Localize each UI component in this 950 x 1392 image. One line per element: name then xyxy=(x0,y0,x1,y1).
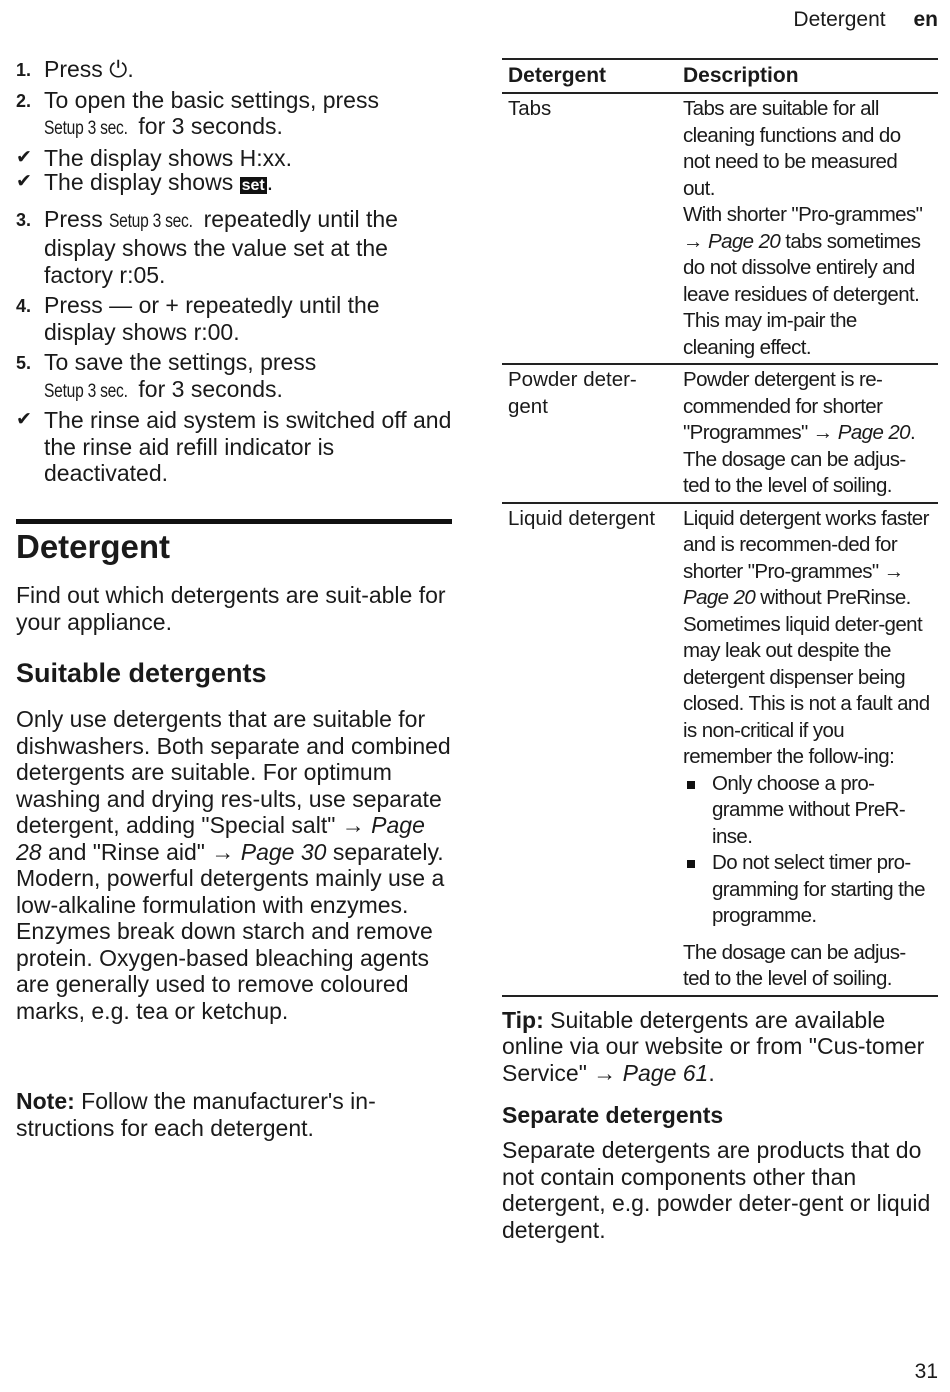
detergent-name: Tabs xyxy=(502,93,677,364)
page-reference: Page 30 xyxy=(240,838,327,865)
description-text: Tabs are suitable for all cleaning functions and do not need to be measured out. xyxy=(683,97,901,200)
detergent-name: Liquid detergent xyxy=(502,503,677,996)
table-row xyxy=(502,503,938,996)
steps-list xyxy=(16,56,452,487)
display-set-label: set xyxy=(241,177,265,194)
step-text: repeatedly until the display shows the value set at the factory r:05. xyxy=(44,205,398,288)
table-header-row xyxy=(502,59,938,93)
step-text: Press ⏻. xyxy=(44,56,134,82)
description-text xyxy=(683,506,932,612)
subsection-title: Suitable detergents xyxy=(16,658,267,688)
body-paragraph: Only use detergents that are suitable for dishwashers. Both separate and combined detergents are suitable. For optimum washing and drying res-ults, use separate detergent, adding "Special salt" → xyxy=(16,706,451,838)
description-text: With shorter "Pro-grammes" → xyxy=(683,203,923,253)
separate-detergents-text: Separate detergents are products that do not contain components other than detergent, e.g. powder deter-gent or liquid detergent. xyxy=(502,1137,931,1243)
description-text: . xyxy=(909,421,916,444)
description-text: without PreRinse. xyxy=(755,586,911,609)
description-text: The dosage can be adjus-ted to the level of soiling. xyxy=(683,940,906,990)
detergent-description xyxy=(677,503,938,996)
step-number: 5. xyxy=(16,353,32,373)
detergent-description xyxy=(677,93,938,364)
result-text: The display shows xyxy=(44,169,234,195)
section-title: Detergent xyxy=(16,528,171,565)
step-text: To open the basic settings, press xyxy=(44,86,379,113)
header-section: Detergent xyxy=(793,8,886,31)
header-language: en xyxy=(913,8,938,31)
note-label: Note: xyxy=(16,1088,75,1114)
step-text: Press — or + repeatedly until the display shows r:00. xyxy=(44,292,380,345)
step-number: 3. xyxy=(16,209,32,230)
page-header xyxy=(793,8,938,32)
setup-button-label: Setup 3 sec. xyxy=(109,210,193,232)
table-row xyxy=(502,93,938,364)
table-row xyxy=(502,364,938,503)
result-text: The display shows H:xx. xyxy=(44,144,292,171)
table-header: Description xyxy=(677,59,938,93)
detergent-table xyxy=(502,58,938,997)
result-1 xyxy=(16,145,452,172)
page-reference: Page 20 xyxy=(837,421,910,444)
step-5 xyxy=(16,349,452,405)
page-reference: Page 20 xyxy=(683,586,756,609)
result-2 xyxy=(16,169,452,200)
table-header: Detergent xyxy=(502,59,677,93)
step-text: To save the settings, press xyxy=(44,349,317,375)
body-text xyxy=(16,706,456,1024)
page-number: 31 xyxy=(914,1360,938,1383)
separate-detergents-title: Separate detergents xyxy=(502,1102,724,1128)
note xyxy=(16,1088,456,1141)
body-paragraph: and "Rinse aid" → xyxy=(41,838,241,865)
step-2 xyxy=(16,87,452,143)
description-text: The dosage can be adjus-ted to the level of soiling. xyxy=(683,447,906,497)
right-column xyxy=(502,58,938,1243)
body-paragraph: separately. xyxy=(326,838,444,865)
description-text: Sometimes liquid deter-gent may leak out despite the detergent dispenser being closed. This is not a fault and is non-critical if you remember the follow-ing: xyxy=(683,612,930,768)
section-divider xyxy=(16,519,452,524)
bullet-item: Only choose a pro-gramme without PreR-inse. xyxy=(683,771,932,851)
checkmark-icon: ✔ xyxy=(16,409,32,430)
checkmark-icon: ✔ xyxy=(16,146,32,168)
step-number: 2. xyxy=(16,90,32,111)
step-text: for 3 seconds. xyxy=(138,375,283,402)
left-column xyxy=(16,56,452,487)
setup-button-label: Setup 3 sec. xyxy=(44,380,128,402)
result-text: The rinse aid system is switched off and the rinse aid refill indicator is deactivated. xyxy=(44,407,452,486)
tip-text: . xyxy=(708,1059,715,1086)
page-reference: Page 61 xyxy=(622,1059,709,1086)
detergent-name: Powder deter-gent xyxy=(502,364,677,503)
step-4 xyxy=(16,292,452,345)
description-text: tabs sometimes do not dissolve entirely and leave residues of detergent. This may im-pair the cleaning effect. xyxy=(683,229,921,359)
step-text: Press xyxy=(44,205,103,232)
description-text: Liquid detergent works faster and is recommen-ded for shorter "Pro-grammes" → xyxy=(683,506,929,583)
tip-label: Tip: xyxy=(502,1006,544,1033)
step-number: 1. xyxy=(16,60,32,80)
note-text: Follow the manufacturer's in-structions for each detergent. xyxy=(16,1088,376,1141)
checkmark-icon: ✔ xyxy=(16,171,32,192)
tip xyxy=(502,1007,938,1087)
description-text: Powder detergent is re-commended for shorter "Programmes" → xyxy=(683,368,883,444)
page-reference: Page 20 xyxy=(708,229,781,253)
step-text: for 3 seconds. xyxy=(138,113,283,139)
page-reference: Page 28 xyxy=(16,812,425,865)
intro-text: Find out which detergents are suit-able for your appliance. xyxy=(16,582,446,635)
step-3 xyxy=(16,206,452,289)
result-3 xyxy=(16,407,452,487)
tip-text: Suitable detergents are available online via our website or from "Cus-tomer Service" → xyxy=(502,1006,925,1086)
detergent-description xyxy=(677,364,938,503)
result-text: . xyxy=(266,169,274,195)
setup-button-label: Setup 3 sec. xyxy=(44,118,128,139)
step-number: 4. xyxy=(16,296,32,316)
step-1 xyxy=(16,56,452,83)
body-paragraph: Modern, powerful detergents mainly use a low-alkaline formulation with enzymes. Enzymes break down starch and remove protein. Oxygen-based bleaching agents are generally used to remove coloured marks, e.g. tea or ketchup. xyxy=(16,865,445,1024)
bullet-item: Do not select timer pro-gramming for starting the programme. xyxy=(683,850,932,930)
description-text xyxy=(683,367,932,447)
description-text xyxy=(683,202,932,361)
